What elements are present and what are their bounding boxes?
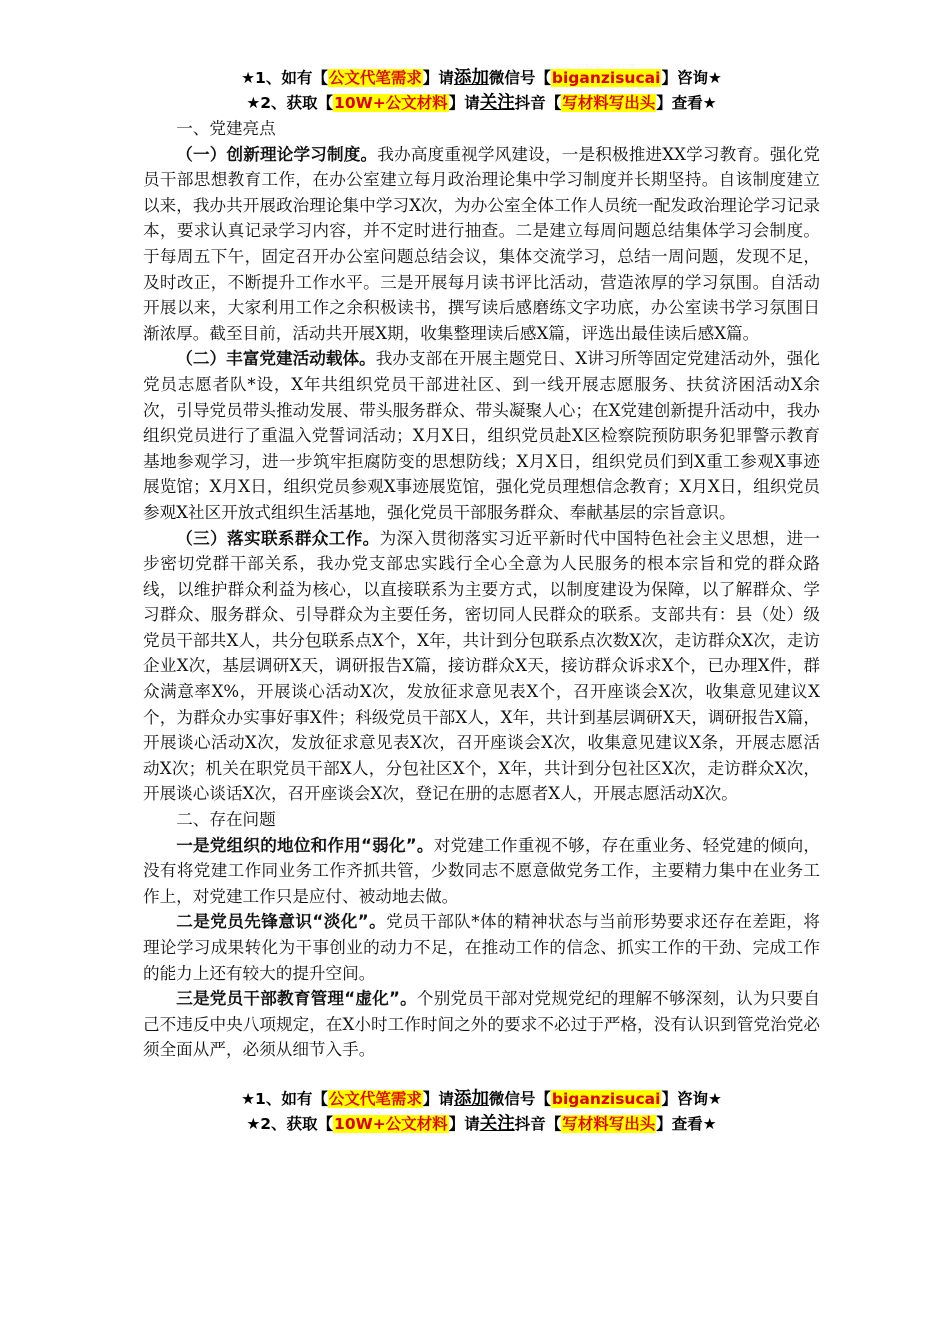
paragraph-theory-study	[143, 142, 820, 347]
promo-line-2	[143, 91, 820, 116]
promo-line-2-bottom	[143, 1112, 820, 1137]
promo-highlight: biganzisucai	[551, 69, 661, 87]
paragraph-lead: （一）创新理论学习制度。	[176, 144, 378, 164]
promo-text: ★1、如有【	[241, 69, 328, 87]
promo-emphasis: 添加	[453, 68, 489, 88]
promo-highlight: 公文代笔需求	[328, 69, 422, 87]
promo-emphasis: 关注	[479, 1113, 515, 1134]
promo-emphasis: 关注	[479, 93, 515, 113]
promo-line-1-bottom	[143, 1087, 820, 1112]
promo-text: ★2、获取【	[246, 94, 334, 112]
paragraph-text: 对党建工作重视不够，存在重业务、轻党建的倾向，没有将党建工作同业务工作齐抓共管，少数同志不愿意做党务工作，主要精力集中在业务工作上，对党建工作只是应付、被动地去做。	[143, 835, 821, 906]
promo-text: 】请	[448, 94, 480, 112]
paragraph-lead: 二是党员先锋意识“淡化”。	[176, 912, 387, 932]
promo-text: 微信号【	[488, 1089, 551, 1108]
paragraph-text: 个别党员干部对党规党纪的理解不够深刻，认为只要自己不违反中央八项规定，在X小时工作时间之外的要求不必过于严格，没有认识到管党治党必须全面从严，必须从细节入手。	[143, 989, 821, 1060]
promo-text: 】查看★	[656, 1114, 717, 1133]
promo-text: 微信号【	[488, 69, 551, 87]
promo-text: 】请	[422, 69, 454, 87]
paragraph-lead: 三是党员干部教育管理“虚化”。	[176, 989, 417, 1009]
promo-highlight: 公文代笔需求	[328, 1089, 422, 1108]
promo-text: 】咨询★	[661, 69, 722, 87]
paragraph-text: 我办高度重视学风建设，一是积极推进XX学习教育。强化党员干部思想教育工作，在办公室建立每月政治理论集中学习制度并长期坚持。自该制度建立以来，我办共开展政治理论集中学习X次，为办公室全体工作人员统一配发政治理论学习记录本，要求认真记录学习内容，并不定时进行抽查。二是建立每周问题总结集体学习会制度。于每周五下午，固定召开办公室问题总结会议，集体交流学习，总结一周问题，发现不足，及时改正，不断提升工作水平。三是开展每月读书评比活动，营造浓厚的学习氛围。自活动开展以来，大家利用工作之余积极读书，撰写读后感磨练文字功底，办公室读书学习氛围日渐浓厚。截至目前，活动共开展X期，收集整理读后感X篇，评选出最佳读后感X篇。	[143, 144, 820, 343]
section-heading-highlights: 一、党建亮点	[176, 119, 276, 138]
promo-text: 】请	[422, 1089, 454, 1108]
paragraph-problem-2	[143, 909, 820, 986]
promo-text: 】查看★	[656, 94, 717, 112]
promo-highlight: 10W+公文材料	[334, 1114, 448, 1133]
paragraph-activity-carriers	[143, 346, 820, 525]
paragraph-lead: 一是党组织的地位和作用“弱化”。	[176, 835, 434, 855]
paragraph-problem-3	[143, 986, 820, 1063]
paragraph-text: 为深入贯彻落实习近平新时代中国特色社会主义思想，进一步密切党群干部关系，我办党支部忠实践行全心全意为人民服务的根本宗旨和党的群众路线，以维护群众利益为核心，以直接联系为主要方式，以制度建设为保障，以了解群众、学习群众、服务群众、引导群众为主要任务，密切同人民群众的联系。支部共有：县（处）级党员干部共X人，共分包联系点X个，X年，共计到分包联系点次数X次，走访群众X次，走访企业X次，基层调研X天，调研报告X篇，接访群众X天，接访群众诉求X个，已办理X件，群众满意率X%，开展谈心活动X次，发放征求意见表X个，召开座谈会X次，收集意见建议X个，为群众办实事好事X件；科级党员干部X人，X年，共计到基层调研X天，调研报告X篇，开展谈心活动X次，发放征求意见表X次，召开座谈会X次，收集意见建议X条，开展志愿活动X次；机关在职党员干部X人，分包社区X个，X年，共计到分包社区X次，走访群众X次，开展谈心谈话X次，召开座谈会X次，登记在册的志愿者X人，开展志愿活动X次。	[143, 528, 820, 804]
promo-text: ★1、如有【	[241, 1089, 328, 1108]
paragraph-mass-contact	[143, 526, 820, 808]
paragraph-text: 我办支部在开展主题党日、X讲习所等固定党建活动外，强化党员志愿者队*设，X年共组织党员干部进社区、到一线开展志愿服务、扶贫济困活动X余次，引导党员带头推动发展、带头服务群众、带头凝聚人心；在X党建创新提升活动中，我办组织党员进行了重温入党誓词活动；X月X日，组织党员赴X区检察院预防职务犯罪警示教育基地参观学习，进一步筑牢拒腐防变的思想防线；X月X日，组织党员们到X重工参观X事迹展览馆；X月X日，组织党员参观X事迹展览馆，强化党员理想信念教育；X月X日，组织党员参观X社区开放式组织生活基地，强化党员干部服务群众、奉献基层的宗旨意识。	[143, 349, 821, 522]
promo-highlight: 写材料写出头	[562, 1114, 656, 1133]
paragraph-text: 党员干部队*体的精神状态与当前形势要求还存在差距，将理论学习成果转化为干事创业的动力不足，在推动工作的信念、抓实工作的干劲、完成工作的能力上还有较大的提升空间。	[143, 912, 821, 983]
paragraph-lead: （二）丰富党建活动载体。	[176, 349, 376, 369]
section-heading-problems: 二、存在问题	[176, 810, 276, 830]
promo-highlight: 写材料写出头	[562, 94, 656, 112]
promo-emphasis: 添加	[453, 1088, 489, 1109]
promo-text: 】咨询★	[661, 1089, 722, 1108]
promo-text: 抖音【	[514, 1114, 562, 1133]
promo-text: 抖音【	[514, 94, 562, 112]
promo-highlight: biganzisucai	[551, 1089, 661, 1108]
promo-line-1	[143, 66, 820, 91]
promo-highlight: 10W+公文材料	[334, 94, 448, 112]
paragraph-lead: （三）落实联系群众工作。	[176, 528, 380, 548]
promo-text: ★2、获取【	[246, 1114, 334, 1133]
document-page	[143, 66, 820, 1137]
paragraph-problem-1	[143, 833, 820, 910]
promo-text: 】请	[448, 1114, 480, 1133]
